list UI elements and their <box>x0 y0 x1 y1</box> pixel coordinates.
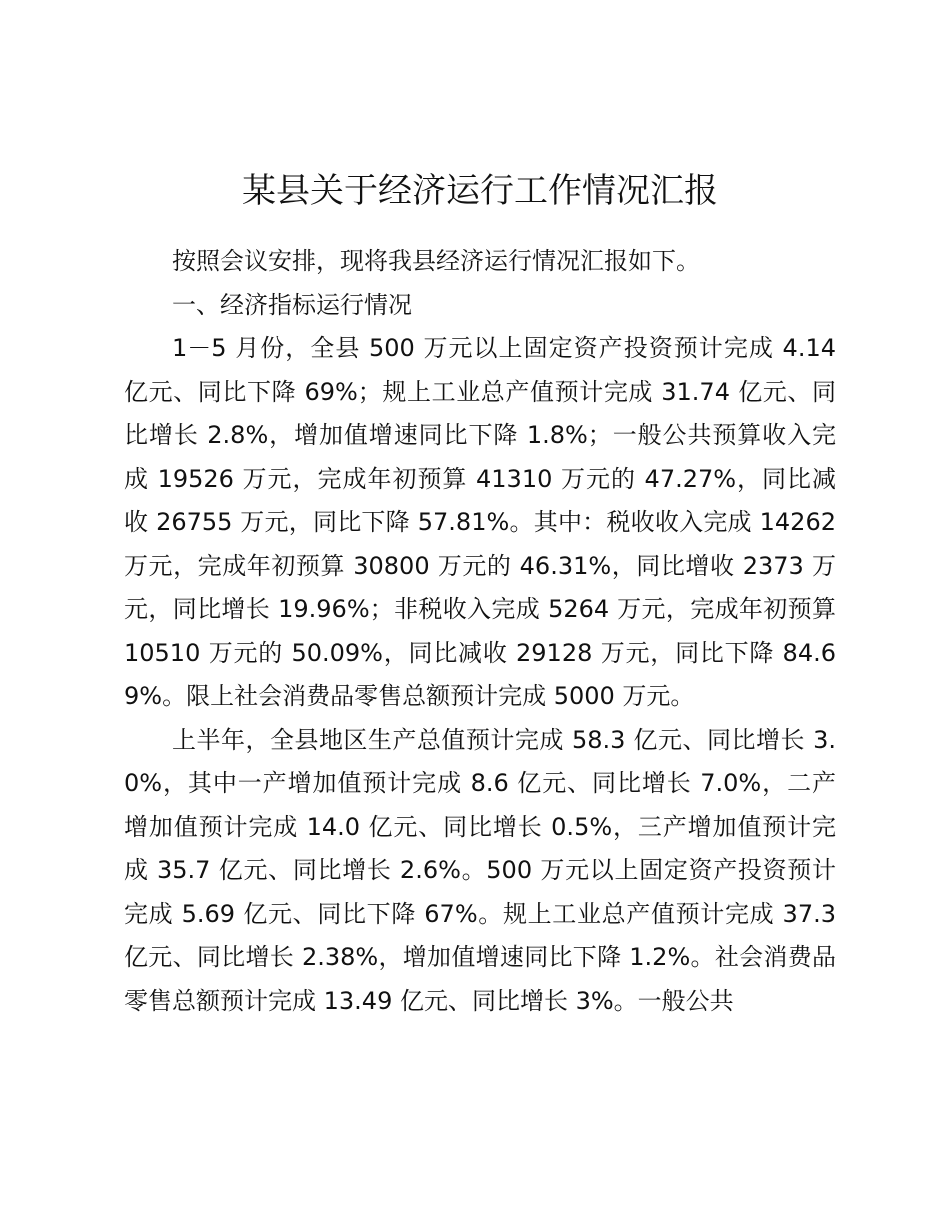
intro-paragraph: 按照会议安排，现将我县经济运行情况汇报如下。 <box>172 247 700 275</box>
document-title: 某县关于经济运行工作情况汇报 <box>242 171 718 211</box>
paragraph-jan-may-figures: 1－5 月份，全县 500 万元以上固定资产投资预计完成 4.14 亿元、同比下降 69%；规上工业总产值预计完成 31.74 亿元、同比增长 2.8%，增加值增速同比下降 1.8%；一般公共预算收入完成 19526 万元，完成年初预算 41310 万元的 47.27%，同比减收 26755 万元，同比下降 57.81%。其中：税收收入完成 14262 万元，完成年初预算 30800 万元的 46.31%，同比增收 2373 万元，同比增长 19.96%；非税收入完成 5264 万元，完成年初预算 10510 万元的 50.09%，同比减收 29128 万元，同比下降 84.69%。限上社会消费品零售总额预计完成 5000 万元。 <box>124 334 836 710</box>
section-heading-economic-indicators: 一、经济指标运行情况 <box>172 290 412 319</box>
document-body <box>124 168 836 1023</box>
paragraph-first-half-figures: 上半年，全县地区生产总值预计完成 58.3 亿元、同比增长 3.0%，其中一产增加值预计完成 8.6 亿元、同比增长 7.0%，二产增加值预计完成 14.0 亿元、同比增长 0.5%，三产增加值预计完成 35.7 亿元、同比增长 2.6%。500 万元以上固定资产投资预计完成 5.69 亿元、同比下降 67%。规上工业总产值预计完成 37.3 亿元、同比增长 2.38%，增加值增速同比下降 1.2%。社会消费品零售总额预计完成 13.49 亿元、同比增长 3%。一般公共 <box>124 725 836 1015</box>
